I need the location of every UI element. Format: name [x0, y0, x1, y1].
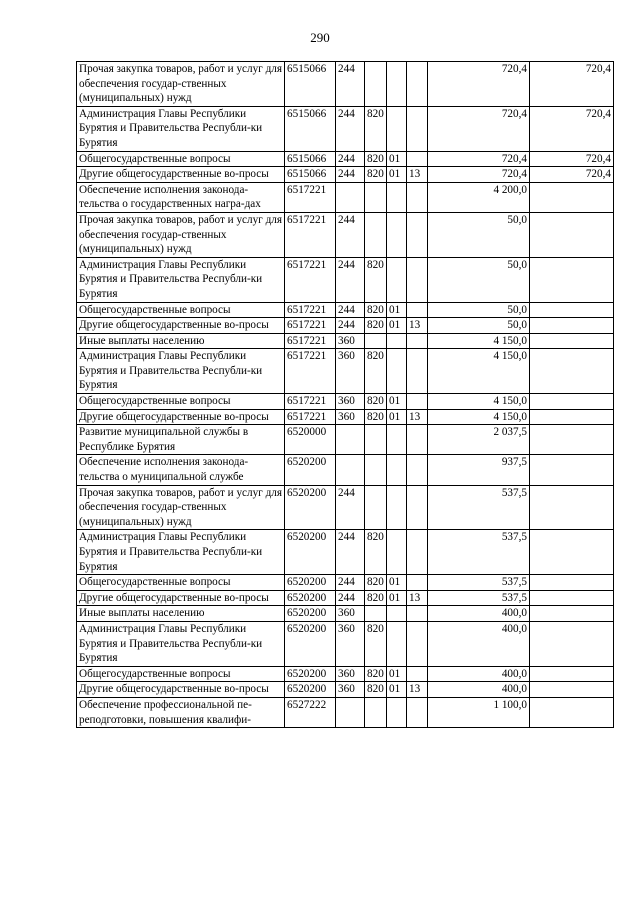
target-article-cell: 6517221 — [285, 302, 336, 318]
table-row — [77, 106, 614, 151]
administrator-cell: 820 — [365, 394, 387, 410]
table-row — [77, 318, 614, 334]
subsection-cell — [407, 530, 428, 575]
amount-cell: 400,0 — [428, 666, 530, 682]
expense-type-cell: 244 — [336, 575, 365, 591]
budget-table — [76, 61, 614, 728]
subsection-cell — [407, 606, 428, 622]
section-cell — [387, 530, 407, 575]
amount-cell: 400,0 — [428, 606, 530, 622]
section-cell: 01 — [387, 302, 407, 318]
subsection-cell: 13 — [407, 682, 428, 698]
table-row — [77, 666, 614, 682]
table-row — [77, 167, 614, 183]
amount-cell: 537,5 — [428, 485, 530, 530]
target-article-cell: 6515066 — [285, 106, 336, 151]
subsection-cell — [407, 62, 428, 107]
expense-type-cell — [336, 425, 365, 455]
amount-cell: 4 150,0 — [428, 394, 530, 410]
section-cell — [387, 485, 407, 530]
expense-type-cell: 244 — [336, 106, 365, 151]
amount-cell: 537,5 — [428, 590, 530, 606]
item-name-cell: Общегосударственные вопросы — [77, 151, 285, 167]
target-article-cell: 6517221 — [285, 182, 336, 212]
amount-second-cell — [530, 621, 614, 666]
expense-type-cell: 244 — [336, 62, 365, 107]
expense-type-cell: 244 — [336, 151, 365, 167]
expense-type-cell: 360 — [336, 333, 365, 349]
administrator-cell: 820 — [365, 409, 387, 425]
subsection-cell — [407, 349, 428, 394]
table-row — [77, 425, 614, 455]
amount-cell: 720,4 — [428, 151, 530, 167]
subsection-cell — [407, 425, 428, 455]
administrator-cell: 820 — [365, 167, 387, 183]
amount-cell: 537,5 — [428, 530, 530, 575]
administrator-cell: 820 — [365, 257, 387, 302]
subsection-cell — [407, 485, 428, 530]
amount-cell: 2 037,5 — [428, 425, 530, 455]
administrator-cell: 820 — [365, 621, 387, 666]
amount-second-cell — [530, 318, 614, 334]
target-article-cell: 6520200 — [285, 590, 336, 606]
section-cell — [387, 333, 407, 349]
expense-type-cell: 244 — [336, 590, 365, 606]
section-cell — [387, 697, 407, 727]
expense-type-cell: 360 — [336, 349, 365, 394]
section-cell — [387, 455, 407, 485]
administrator-cell: 820 — [365, 151, 387, 167]
item-name-cell: Администрация Главы Республики Бурятия и Правительства Республи-ки Бурятия — [77, 621, 285, 666]
administrator-cell — [365, 485, 387, 530]
expense-type-cell: 244 — [336, 167, 365, 183]
amount-second-cell — [530, 606, 614, 622]
administrator-cell — [365, 455, 387, 485]
subsection-cell — [407, 302, 428, 318]
administrator-cell: 820 — [365, 590, 387, 606]
subsection-cell: 13 — [407, 318, 428, 334]
target-article-cell: 6517221 — [285, 257, 336, 302]
item-name-cell: Другие общегосударственные во-просы — [77, 167, 285, 183]
expense-type-cell: 360 — [336, 621, 365, 666]
amount-second-cell — [530, 212, 614, 257]
item-name-cell: Администрация Главы Республики Бурятия и Правительства Республи-ки Бурятия — [77, 106, 285, 151]
item-name-cell: Другие общегосударственные во-просы — [77, 318, 285, 334]
subsection-cell — [407, 182, 428, 212]
budget-table-body — [77, 62, 614, 728]
administrator-cell: 820 — [365, 530, 387, 575]
administrator-cell: 820 — [365, 106, 387, 151]
subsection-cell — [407, 455, 428, 485]
amount-second-cell — [530, 455, 614, 485]
target-article-cell: 6520200 — [285, 485, 336, 530]
administrator-cell — [365, 182, 387, 212]
target-article-cell: 6520200 — [285, 682, 336, 698]
item-name-cell: Прочая закупка товаров, работ и услуг для обеспечения государ-ственных (муниципальных) нужд — [77, 62, 285, 107]
amount-cell: 50,0 — [428, 212, 530, 257]
amount-second-cell — [530, 333, 614, 349]
table-row — [77, 333, 614, 349]
page-number: 290 — [310, 30, 330, 45]
amount-second-cell — [530, 182, 614, 212]
target-article-cell: 6520200 — [285, 666, 336, 682]
administrator-cell — [365, 425, 387, 455]
expense-type-cell: 360 — [336, 409, 365, 425]
expense-type-cell — [336, 455, 365, 485]
administrator-cell: 820 — [365, 666, 387, 682]
amount-cell: 50,0 — [428, 257, 530, 302]
amount-second-cell — [530, 485, 614, 530]
administrator-cell: 820 — [365, 575, 387, 591]
target-article-cell: 6520200 — [285, 621, 336, 666]
section-cell — [387, 182, 407, 212]
item-name-cell: Иные выплаты населению — [77, 333, 285, 349]
table-row — [77, 182, 614, 212]
section-cell: 01 — [387, 575, 407, 591]
section-cell: 01 — [387, 167, 407, 183]
item-name-cell: Развитие муниципальной службы в Республике Бурятия — [77, 425, 285, 455]
table-row — [77, 575, 614, 591]
subsection-cell — [407, 333, 428, 349]
table-row — [77, 212, 614, 257]
subsection-cell — [407, 697, 428, 727]
administrator-cell — [365, 212, 387, 257]
section-cell — [387, 212, 407, 257]
item-name-cell: Администрация Главы Республики Бурятия и Правительства Республи-ки Бурятия — [77, 257, 285, 302]
target-article-cell: 6515066 — [285, 151, 336, 167]
table-row — [77, 151, 614, 167]
amount-cell: 537,5 — [428, 575, 530, 591]
section-cell: 01 — [387, 590, 407, 606]
section-cell — [387, 257, 407, 302]
amount-second-cell: 720,4 — [530, 167, 614, 183]
section-cell — [387, 606, 407, 622]
section-cell — [387, 425, 407, 455]
target-article-cell: 6517221 — [285, 409, 336, 425]
target-article-cell: 6517221 — [285, 349, 336, 394]
amount-cell: 720,4 — [428, 167, 530, 183]
administrator-cell — [365, 606, 387, 622]
expense-type-cell — [336, 697, 365, 727]
expense-type-cell: 244 — [336, 530, 365, 575]
item-name-cell: Общегосударственные вопросы — [77, 575, 285, 591]
expense-type-cell: 360 — [336, 666, 365, 682]
target-article-cell: 6517221 — [285, 394, 336, 410]
expense-type-cell: 360 — [336, 394, 365, 410]
item-name-cell: Другие общегосударственные во-просы — [77, 682, 285, 698]
item-name-cell: Другие общегосударственные во-просы — [77, 409, 285, 425]
item-name-cell: Общегосударственные вопросы — [77, 666, 285, 682]
subsection-cell: 13 — [407, 590, 428, 606]
item-name-cell: Обеспечение исполнения законода-тельства о государственных награ-дах — [77, 182, 285, 212]
amount-cell: 4 150,0 — [428, 409, 530, 425]
item-name-cell: Прочая закупка товаров, работ и услуг для обеспечения государ-ственных (муниципальных) нужд — [77, 212, 285, 257]
table-row — [77, 590, 614, 606]
subsection-cell — [407, 106, 428, 151]
amount-cell: 400,0 — [428, 621, 530, 666]
expense-type-cell: 244 — [336, 485, 365, 530]
amount-second-cell: 720,4 — [530, 62, 614, 107]
item-name-cell: Иные выплаты населению — [77, 606, 285, 622]
target-article-cell: 6520200 — [285, 575, 336, 591]
administrator-cell — [365, 697, 387, 727]
amount-cell: 1 100,0 — [428, 697, 530, 727]
amount-cell: 937,5 — [428, 455, 530, 485]
table-row — [77, 485, 614, 530]
section-cell — [387, 62, 407, 107]
subsection-cell — [407, 394, 428, 410]
target-article-cell: 6515066 — [285, 167, 336, 183]
item-name-cell: Обеспечение исполнения законода-тельства о муниципальной службе — [77, 455, 285, 485]
subsection-cell: 13 — [407, 167, 428, 183]
amount-cell: 50,0 — [428, 318, 530, 334]
table-row — [77, 621, 614, 666]
amount-second-cell — [530, 302, 614, 318]
target-article-cell: 6515066 — [285, 62, 336, 107]
amount-second-cell: 720,4 — [530, 151, 614, 167]
amount-cell: 720,4 — [428, 62, 530, 107]
table-row — [77, 606, 614, 622]
table-row — [77, 302, 614, 318]
table-row — [77, 530, 614, 575]
target-article-cell: 6517221 — [285, 212, 336, 257]
item-name-cell: Прочая закупка товаров, работ и услуг для обеспечения государ-ственных (муниципальных) нужд — [77, 485, 285, 530]
amount-second-cell — [530, 530, 614, 575]
target-article-cell: 6517221 — [285, 318, 336, 334]
subsection-cell — [407, 666, 428, 682]
table-row — [77, 62, 614, 107]
section-cell: 01 — [387, 409, 407, 425]
target-article-cell: 6527222 — [285, 697, 336, 727]
amount-second-cell: 720,4 — [530, 106, 614, 151]
amount-second-cell — [530, 257, 614, 302]
administrator-cell: 820 — [365, 302, 387, 318]
item-name-cell: Администрация Главы Республики Бурятия и Правительства Республи-ки Бурятия — [77, 530, 285, 575]
administrator-cell: 820 — [365, 682, 387, 698]
section-cell: 01 — [387, 151, 407, 167]
subsection-cell — [407, 621, 428, 666]
table-row — [77, 455, 614, 485]
administrator-cell: 820 — [365, 349, 387, 394]
target-article-cell: 6520200 — [285, 606, 336, 622]
item-name-cell: Другие общегосударственные во-просы — [77, 590, 285, 606]
subsection-cell: 13 — [407, 409, 428, 425]
amount-cell: 720,4 — [428, 106, 530, 151]
administrator-cell: 820 — [365, 318, 387, 334]
table-row — [77, 257, 614, 302]
amount-second-cell — [530, 349, 614, 394]
expense-type-cell — [336, 182, 365, 212]
amount-cell: 50,0 — [428, 302, 530, 318]
expense-type-cell: 360 — [336, 682, 365, 698]
section-cell: 01 — [387, 318, 407, 334]
subsection-cell — [407, 257, 428, 302]
subsection-cell — [407, 212, 428, 257]
amount-second-cell — [530, 575, 614, 591]
amount-cell: 4 150,0 — [428, 333, 530, 349]
target-article-cell: 6520200 — [285, 530, 336, 575]
section-cell: 01 — [387, 394, 407, 410]
amount-second-cell — [530, 425, 614, 455]
expense-type-cell: 244 — [336, 212, 365, 257]
amount-second-cell — [530, 409, 614, 425]
expense-type-cell: 244 — [336, 318, 365, 334]
expense-type-cell: 360 — [336, 606, 365, 622]
section-cell: 01 — [387, 666, 407, 682]
section-cell: 01 — [387, 682, 407, 698]
amount-second-cell — [530, 666, 614, 682]
administrator-cell — [365, 333, 387, 349]
section-cell — [387, 349, 407, 394]
table-row — [77, 697, 614, 727]
subsection-cell — [407, 575, 428, 591]
amount-cell: 4 200,0 — [428, 182, 530, 212]
administrator-cell — [365, 62, 387, 107]
amount-second-cell — [530, 697, 614, 727]
table-row — [77, 409, 614, 425]
target-article-cell: 6520000 — [285, 425, 336, 455]
subsection-cell — [407, 151, 428, 167]
table-row — [77, 349, 614, 394]
amount-second-cell — [530, 682, 614, 698]
amount-second-cell — [530, 590, 614, 606]
item-name-cell: Обеспечение профессиональной пе-реподготовки, повышения квалифи- — [77, 697, 285, 727]
table-row — [77, 394, 614, 410]
target-article-cell: 6520200 — [285, 455, 336, 485]
amount-cell: 400,0 — [428, 682, 530, 698]
section-cell — [387, 621, 407, 666]
item-name-cell: Администрация Главы Республики Бурятия и Правительства Республи-ки Бурятия — [77, 349, 285, 394]
item-name-cell: Общегосударственные вопросы — [77, 394, 285, 410]
section-cell — [387, 106, 407, 151]
amount-cell: 4 150,0 — [428, 349, 530, 394]
target-article-cell: 6517221 — [285, 333, 336, 349]
expense-type-cell: 244 — [336, 257, 365, 302]
table-row — [77, 682, 614, 698]
expense-type-cell: 244 — [336, 302, 365, 318]
item-name-cell: Общегосударственные вопросы — [77, 302, 285, 318]
amount-second-cell — [530, 394, 614, 410]
